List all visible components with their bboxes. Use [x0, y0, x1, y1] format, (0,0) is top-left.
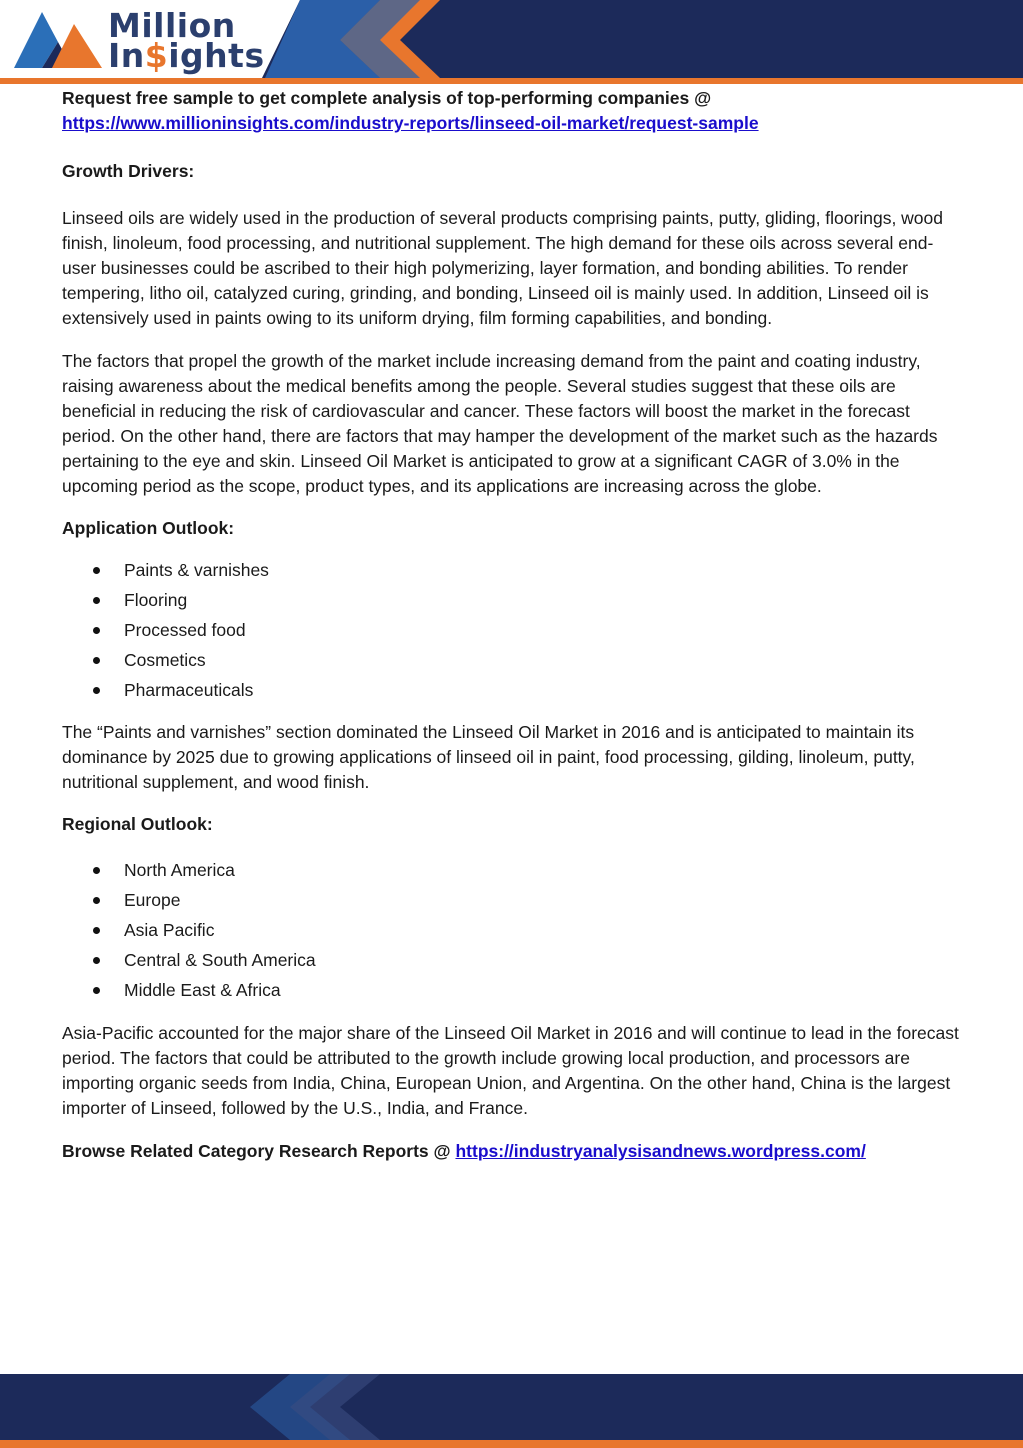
header-banner [0, 0, 1023, 84]
company-logo [12, 6, 265, 76]
list-item: Processed food [62, 615, 962, 645]
list-item: Europe [62, 885, 962, 915]
browse-related-link[interactable]: https://industryanalysisandnews.wordpress.com/ [455, 1141, 866, 1161]
logo-text-insights: In$ights [108, 36, 265, 75]
footer-banner [0, 1374, 1023, 1448]
list-item: North America [62, 855, 962, 885]
application-list [62, 555, 962, 705]
browse-related-line [62, 1139, 962, 1164]
application-paragraph: The “Paints and varnishes” section dominated the Linseed Oil Market in 2016 and is anticipated to maintain its dominance by 2025 due to growing applications of linseed oil in paint, food processing, gilding, linoleum, putty, nutritional supplement, and wood finish. [62, 722, 915, 792]
logo-mountain-icon [12, 6, 104, 72]
browse-related-text: Browse Related Category Research Reports @ [62, 1141, 451, 1161]
footer-graphic [0, 1374, 1023, 1448]
list-item: Asia Pacific [62, 915, 962, 945]
list-item: Flooring [62, 585, 962, 615]
growth-paragraph-2: The factors that propel the growth of the market include increasing demand from the paint and coating industry, raising awareness about the medical benefits among the people. Several studies suggest that these oils are beneficial in reducing the risk of cardiovascular and cancer. These factors will boost the market in the forecast period. On the other hand, there are factors that may hamper the development of the market such as the hazards pertaining to the eye and skin. Linseed Oil Market is anticipated to grow at a significant CAGR of 3.0% in the upcoming period as the scope, product types, and its applications are increasing across the globe. [62, 351, 938, 496]
application-outlook-heading: Application Outlook: [62, 518, 235, 538]
regional-list [62, 855, 962, 1005]
list-item: Cosmetics [62, 645, 962, 675]
list-item: Paints & varnishes [62, 555, 962, 585]
logo-text-million: Million [108, 6, 236, 45]
regional-paragraph: Asia-Pacific accounted for the major share of the Linseed Oil Market in 2016 and will continue to lead in the forecast period. The factors that could be attributed to the growth include growing local production, and processors are importing organic seeds from India, China, European Union, and Argentina. On the other hand, China is the largest importer of Linseed, followed by the U.S., India, and France. [62, 1023, 959, 1118]
list-item: Central & South America [62, 945, 962, 975]
list-item: Middle East & Africa [62, 975, 962, 1005]
document-body [62, 86, 962, 1164]
growth-drivers-heading: Growth Drivers: [62, 161, 195, 181]
growth-paragraph-1: Linseed oils are widely used in the production of several products comprising paints, putty, gliding, floorings, wood finish, linoleum, food processing, and nutritional supplement. The high demand for these oils across several end-user businesses could be ascribed to their high polymerizing, layer formation, and bonding abilities. To render tempering, litho oil, catalyzed curing, grinding, and bonding, Linseed oil is mainly used. In addition, Linseed oil is extensively used in paints owing to its uniform drying, film forming capabilities, and bonding. [62, 208, 943, 328]
list-item: Pharmaceuticals [62, 675, 962, 705]
request-sample-text: Request free sample to get complete analysis of top-performing companies @ [62, 88, 712, 108]
request-sample-link[interactable]: https://www.millioninsights.com/industry-reports/linseed-oil-market/request-sample [62, 113, 759, 133]
regional-outlook-heading: Regional Outlook: [62, 814, 213, 834]
